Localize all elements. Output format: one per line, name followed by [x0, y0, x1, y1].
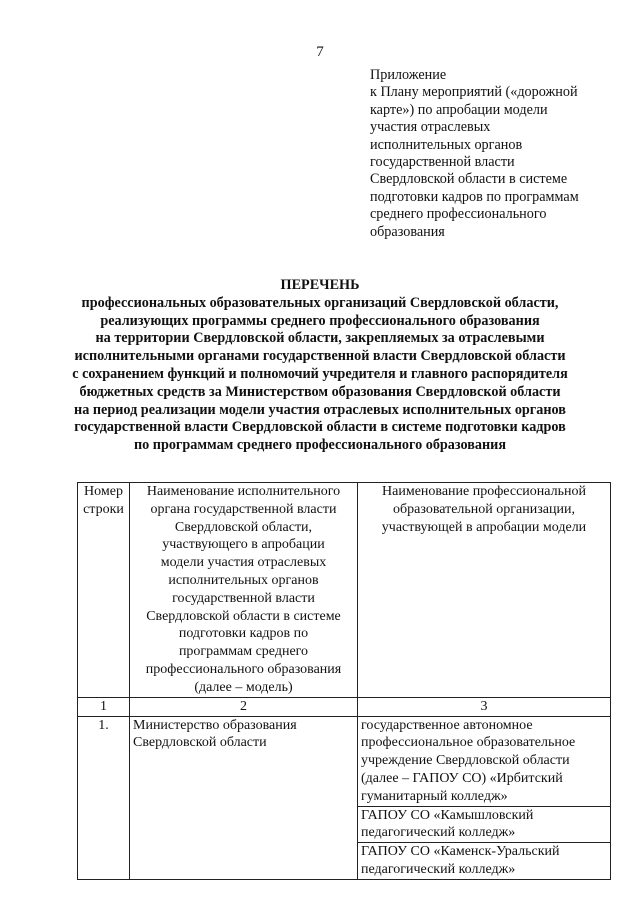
table-row: [78, 716, 611, 806]
title-line: бюджетных средств за Министерством образования Свердловской области: [79, 383, 561, 400]
ministry-cell: Министерство образования Свердловской области: [130, 716, 358, 879]
title-line: на период реализации модели участия отраслевых исполнительных органов: [74, 401, 566, 418]
column-number: 2: [130, 697, 358, 716]
column-number: 3: [358, 697, 611, 716]
appendix-line: среднего профессионального: [370, 206, 547, 223]
organization-cell: ГАПОУ СО «Камышловский педагогический колледж»: [358, 806, 611, 843]
appendix-line: Свердловской области в системе: [370, 171, 568, 188]
appendix-line: Приложение: [370, 67, 447, 83]
appendix-line: участия отраслевых: [370, 119, 491, 136]
title-line: ПЕРЕЧЕНЬ: [280, 277, 360, 293]
organization-cell: государственное автономное профессиональное образовательное учреждение Свердловской области (далее – ГАПОУ СО) «Ирбитский гуманитарный колледж»: [358, 716, 611, 806]
header-executive-body: Наименование исполнительного органа государственной власти Свердловской области, участвующего в апробации модели участия отраслевых исполнительных органов государственной власти Свердловской области в системе подготовки кадров по программам среднего профессионального образования (далее – модель): [130, 483, 358, 698]
header-educational-organization: Наименование профессиональной образовательной организации, участвующей в апробации модели: [358, 483, 611, 698]
title-line: профессиональных образовательных организаций Свердловской области,: [81, 294, 559, 311]
appendix-note: [370, 67, 610, 241]
title-line: государственной власти Свердловской области в системе подготовки кадров: [74, 419, 566, 436]
appendix-line: карте») по апробации модели: [370, 101, 548, 118]
page-number: 7: [316, 44, 324, 60]
title-line: по программам среднего профессионального образования: [133, 437, 507, 454]
row-number: 1.: [78, 716, 130, 879]
appendix-line: подготовки кадров по программам: [370, 188, 579, 205]
header-row-number: Номер строки: [78, 483, 130, 698]
organization-cell: ГАПОУ СО «Каменск-Уральский педагогический колледж»: [358, 843, 611, 880]
title-line: реализующих программы среднего профессионального образования: [100, 312, 540, 329]
title-line: на территории Свердловской области, закрепляемых за отраслевыми: [95, 330, 545, 347]
appendix-line: образования: [370, 223, 445, 240]
column-numbers-row: [78, 697, 611, 716]
document-title: [0, 277, 640, 455]
organizations-table: [77, 482, 611, 880]
column-number: 1: [78, 697, 130, 716]
title-line: исполнительными органами государственной власти Свердловской области: [74, 348, 566, 365]
table-header-row: [78, 483, 611, 698]
title-line: с сохранением функций и полномочий учредителя и главного распорядителя: [72, 365, 568, 382]
appendix-line: государственной власти: [370, 154, 515, 171]
appendix-line: к Плану мероприятий («дорожной: [370, 84, 578, 101]
appendix-line: исполнительных органов: [370, 136, 523, 153]
